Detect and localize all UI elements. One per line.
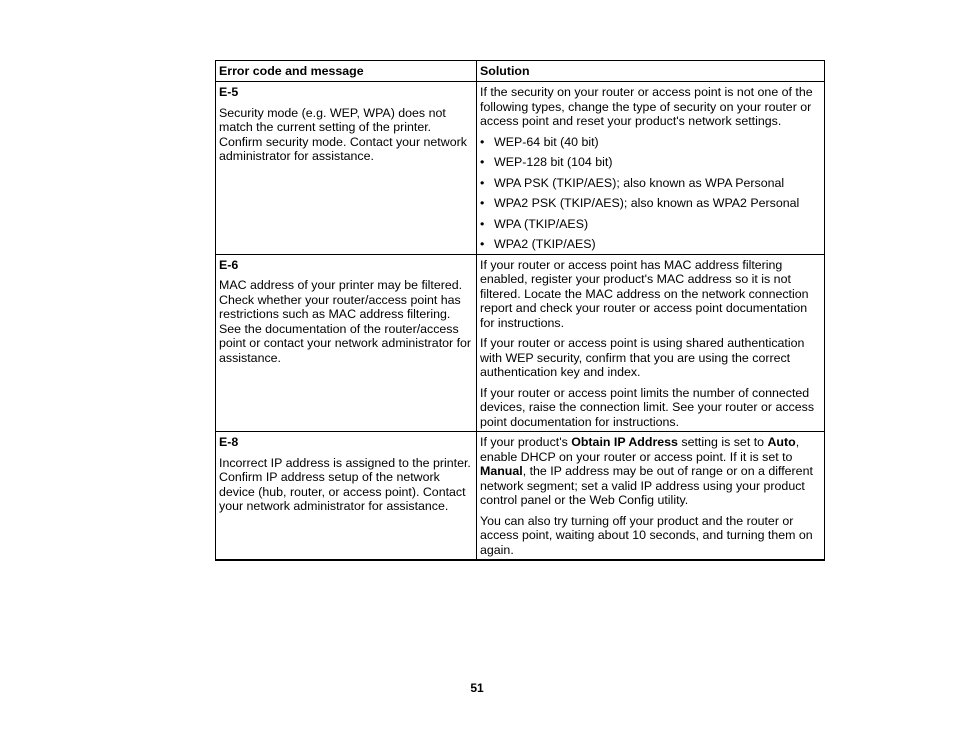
- error-message: Security mode (e.g. WEP, WPA) does not match the current setting of the printer. Confirm security mode. Contact your network administrator for assistance.: [219, 105, 467, 163]
- error-message: MAC address of your printer may be filtered. Check whether your router/access point has restrictions such as MAC address filtering. See the documentation of the router/access point or contact your network administrator for assistance.: [219, 278, 472, 365]
- solution-cell: [477, 82, 825, 255]
- solution-text: If your router or access point has MAC address filtering enabled, register your product's MAC address so it is not filtered. Locate the MAC address on the network connection report and check your router or access point documentation for instructions.: [480, 257, 809, 330]
- solution-cell: [477, 254, 825, 432]
- list-item: [480, 155, 821, 170]
- error-message: Incorrect IP address is assigned to the printer. Confirm IP address setup of the network device (hub, router, or access point). Contact your network administrator for assistance.: [219, 455, 471, 513]
- error-code: E-6: [219, 257, 239, 272]
- error-code: E-5: [219, 85, 239, 99]
- bullet-icon: •: [480, 175, 485, 190]
- bullet-icon: •: [480, 237, 485, 251]
- error-code-table: [215, 60, 825, 561]
- error-cell: [216, 432, 477, 561]
- header-solution: Solution: [477, 61, 825, 82]
- bullet-icon: •: [480, 155, 485, 169]
- page-number: 51: [470, 681, 484, 695]
- list-item-label: WPA PSK (TKIP/AES); also known as WPA Personal: [494, 175, 785, 190]
- table-row: [216, 82, 825, 255]
- setting-value: Manual: [480, 464, 523, 478]
- list-item: [480, 176, 821, 191]
- text-run: setting is set to: [677, 435, 768, 449]
- list-item: [480, 237, 821, 252]
- list-item-label: WEP-128 bit (104 bit): [494, 155, 613, 169]
- list-item: [480, 217, 821, 232]
- solution-text: If the security on your router or access point is not one of the following types, change the type of security on your router or access point and reset your product's network settings.: [480, 85, 813, 128]
- solution-cell: [477, 432, 825, 561]
- error-cell: [216, 82, 477, 255]
- error-cell: [216, 254, 477, 432]
- list-item: [480, 135, 821, 150]
- solution-text: If your router or access point limits the number of connected devices, raise the connection limit. See your router or access point documentation for instructions.: [480, 385, 815, 429]
- setting-name: Obtain IP Address: [571, 435, 678, 449]
- list-item-label: WPA2 (TKIP/AES): [494, 237, 596, 251]
- bullet-icon: •: [480, 196, 485, 210]
- list-item-label: WPA2 PSK (TKIP/AES); also known as WPA2 Personal: [494, 196, 800, 210]
- error-code: E-8: [219, 435, 239, 449]
- bullet-icon: •: [480, 216, 485, 231]
- solution-text: You can also try turning off your product and the router or access point, waiting about 10 seconds, and turning them on again.: [480, 513, 813, 557]
- table-header-row: [216, 61, 825, 82]
- solution-text: If your router or access point is using shared authentication with WEP security, confirm that you are using the correct authentication key and index.: [480, 336, 805, 379]
- bullet-icon: •: [480, 134, 485, 149]
- header-error-code: Error code and message: [216, 61, 477, 82]
- table-row: [216, 432, 825, 561]
- text-run: , enable DHCP on your router or access point. If it is set to: [480, 435, 800, 464]
- list-item-label: WEP-64 bit (40 bit): [494, 134, 599, 149]
- list-item: [480, 196, 821, 211]
- list-item-label: WPA (TKIP/AES): [494, 216, 589, 231]
- solution-text: [480, 435, 821, 508]
- text-run: If your product's: [480, 435, 572, 449]
- security-type-list: [480, 135, 821, 252]
- table-row: [216, 254, 825, 432]
- setting-value: Auto: [767, 435, 796, 449]
- text-run: , the IP address may be out of range or on a different network segment; set a valid IP address using your product control panel or the Web Config utility.: [480, 464, 813, 507]
